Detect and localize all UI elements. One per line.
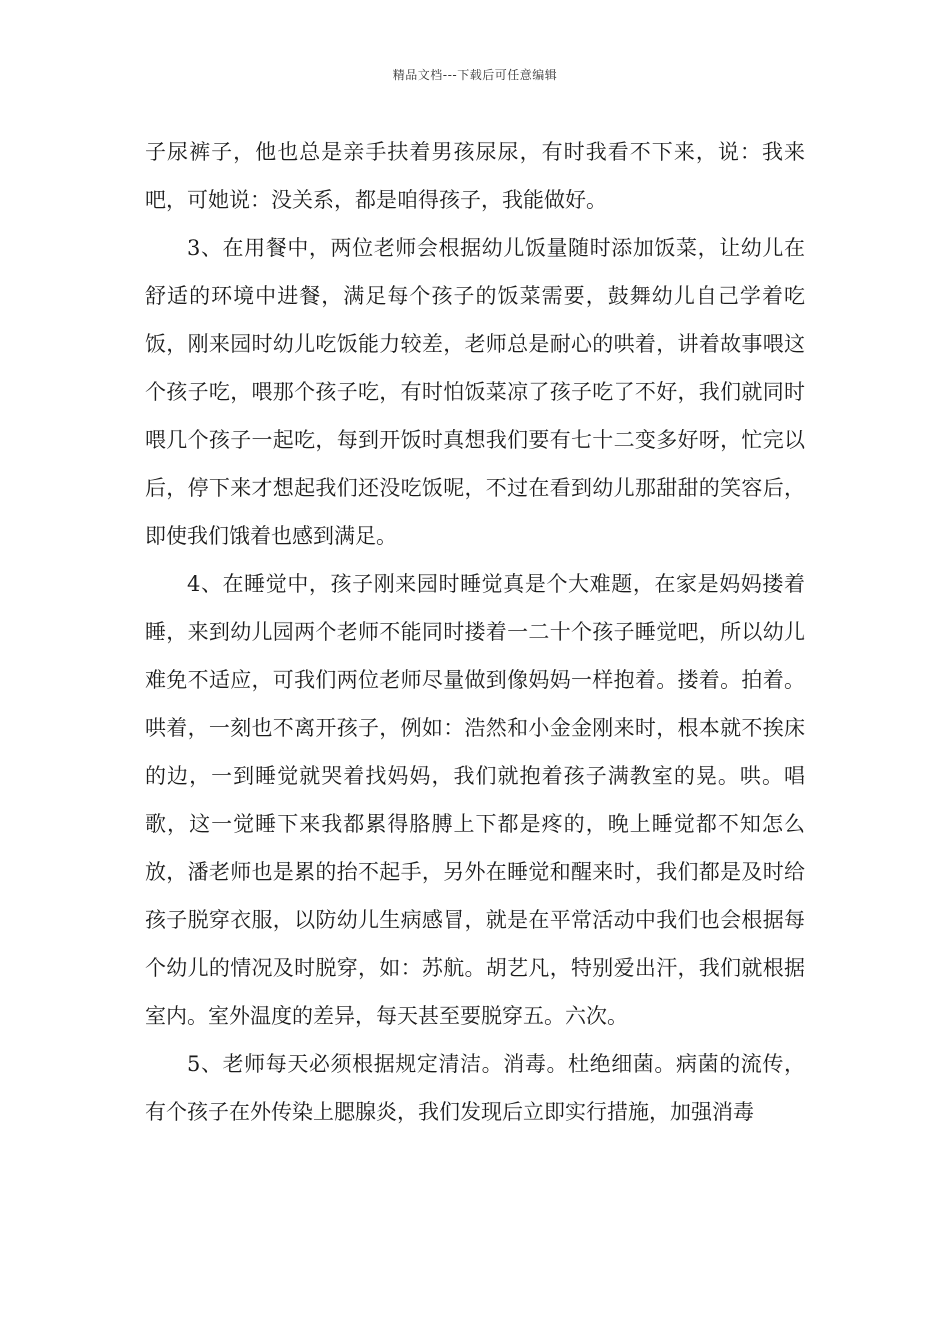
paragraph-item-4: 4、在睡觉中，孩子刚来园时睡觉真是个大难题，在家是妈妈搂着睡，来到幼儿园两个老师不能同时搂着一二十个孩子睡觉吧，所以幼儿难免不适应，可我们两位老师尽量做到像妈妈一样抱着。搂着。拍着。哄着，一刻也不离开孩子，例如：浩然和小金金刚来时，根本就不挨床的边，一到睡觉就哭着找妈妈，我们就抱着孩子满教室的晃。哄。唱歌，这一觉睡下来我都累得胳膊上下都是疼的，晚上睡觉都不知怎么放，潘老师也是累的抬不起手，另外在睡觉和醒来时，我们都是及时给孩子脱穿衣服，以防幼儿生病感冒，就是在平常活动中我们也会根据每个幼儿的情况及时脱穿，如：苏航。胡艺凡，特别爱出汗，我们就根据室内。室外温度的差异，每天甚至要脱穿五。六次。 bbox=[145, 572, 805, 1028]
document-body bbox=[145, 128, 805, 1136]
paragraph-item-3: 3、在用餐中，两位老师会根据幼儿饭量随时添加饭菜，让幼儿在舒适的环境中进餐，满足每个孩子的饭菜需要，鼓舞幼儿自己学着吃饭，刚来园时幼儿吃饭能力较差，老师总是耐心的哄着，讲着故事喂这个孩子吃，喂那个孩子吃，有时怕饭菜凉了孩子吃了不好，我们就同时喂几个孩子一起吃，每到开饭时真想我们要有七十二变多好呀，忙完以后，停下来才想起我们还没吃饭呢，不过在看到幼儿那甜甜的笑容后，即使我们饿着也感到满足。 bbox=[145, 236, 805, 548]
paragraph-continuation: 子尿裤子，他也总是亲手扶着男孩尿尿，有时我看不下来，说：我来吧，可她说：没关系，都是咱得孩子，我能做好。 bbox=[145, 140, 805, 212]
page-header: 精品文档---下载后可任意编辑 bbox=[392, 68, 558, 82]
paragraph-item-5: 5、老师每天必须根据规定清洁。消毒。杜绝细菌。病菌的流传，有个孩子在外传染上腮腺炎，我们发现后立即实行措施，加强消毒 bbox=[145, 1052, 805, 1124]
